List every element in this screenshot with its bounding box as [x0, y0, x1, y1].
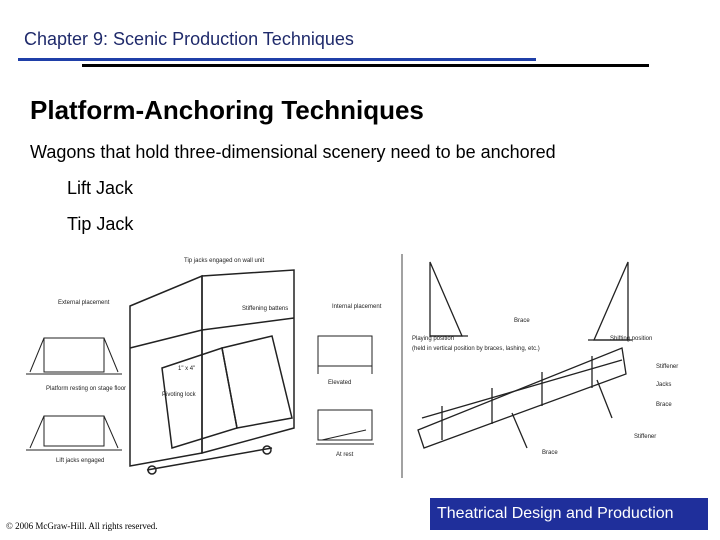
label-playing-note: (held in vertical position by braces, lashing, etc.) [412, 346, 540, 352]
label-internal: Internal placement [332, 304, 382, 310]
bullet-tip-jack: Tip Jack [67, 214, 134, 234]
label-lift-jacks: Lift jacks engaged [56, 458, 105, 464]
label-stiffener: Stiffener [656, 364, 679, 370]
anchoring-illustration [22, 248, 694, 484]
chapter-heading: Chapter 9: Scenic Production Techniques [24, 29, 354, 49]
label-external: External placement [58, 300, 110, 306]
label-at-rest: At rest [336, 452, 354, 458]
bullet-lift-jack: Lift Jack [67, 178, 134, 198]
label-jacks: Jacks [656, 382, 672, 388]
label-shifting-position: Shifting position [610, 336, 653, 342]
label-playing-position: Playing position [412, 336, 455, 342]
slide-title: Platform-Anchoring Techniques [30, 95, 424, 125]
copyright-notice: © 2006 McGraw-Hill. All rights reserved. [6, 521, 158, 531]
label-brace-bottom: Brace [542, 450, 558, 456]
label-stiffener-bottom: Stiffener [634, 434, 657, 440]
label-brace: Brace [514, 318, 530, 324]
external-placement-sketch [26, 338, 122, 450]
label-one-by-four: 1" x 4" [178, 366, 196, 372]
label-stiffening: Stiffening battens [242, 306, 289, 312]
footer-book-title: Theatrical Design and Production [437, 505, 674, 522]
bullet-main: Wagons that hold three-dimensional scenery need to be anchored [30, 142, 556, 162]
label-elevated: Elevated [328, 380, 352, 386]
label-brace-right: Brace [656, 402, 672, 408]
tip-jack-wall-unit-sketch [130, 270, 294, 474]
internal-placement-sketch [316, 336, 374, 444]
label-pivoting-lock: Pivoting lock [162, 392, 196, 398]
label-tip-jacks-engaged: Tip jacks engaged on wall unit [184, 258, 265, 264]
header-rule-blue [18, 58, 536, 61]
label-platform-resting: Platform resting on stage floor [46, 386, 127, 392]
header-rule-black [82, 64, 649, 67]
brace-and-stiffener-sketch [418, 262, 632, 448]
